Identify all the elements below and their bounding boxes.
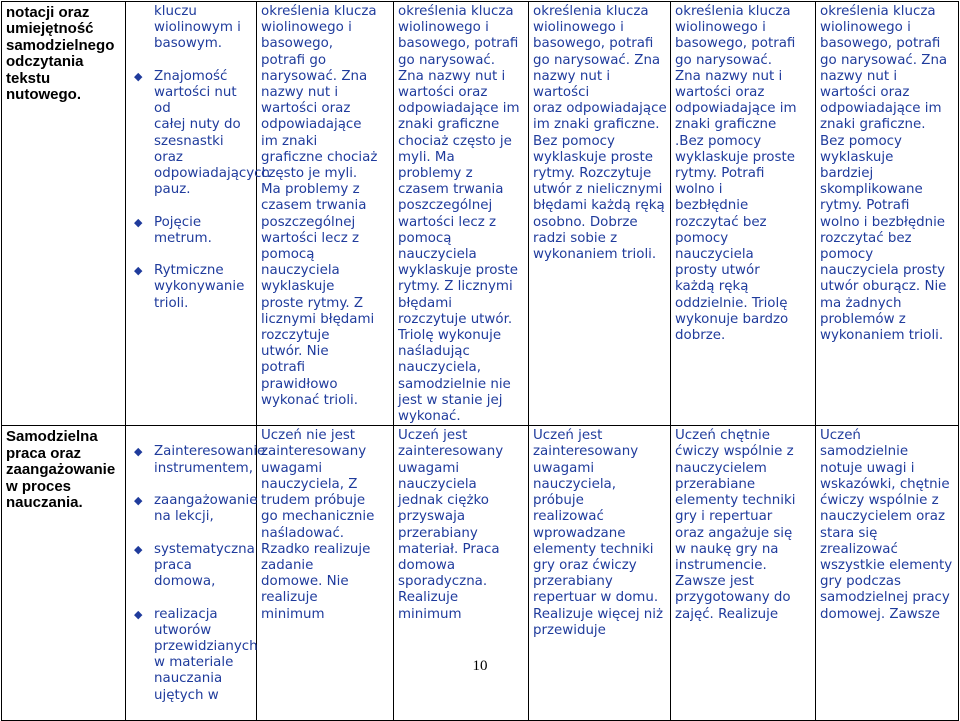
requirements-cell — [126, 2, 271, 426]
grade-cell — [257, 426, 394, 721]
row-header: notacji oraz umiejętność samodzielnego odczytania tekstu nutowego. — [6, 4, 115, 104]
list-item: ◆ Zainteresowanie instrumentem, — [134, 444, 266, 476]
table-row — [2, 426, 959, 721]
list-item: ◆ Rytmiczne wykonywanie trioli. — [134, 263, 245, 311]
row-header: Samodzielna praca oraz zaangażowanie w proces nauczania. — [6, 428, 116, 511]
grade-cell — [394, 426, 529, 721]
grade-text: określenia klucza wiolinowego i basowego, potrafi go narysować. Zna nazwy nut i wartości oraz odpowiadające im znaki graficzne .Bez pomocy wyklaskuje proste rytmy. Potrafi wolno i bezbłędnie rozczytać bez pomocy nauczyciela prosty utwór każdą ręką oddzielnie. Triolę wykonuje bardzo dobrze. — [675, 4, 797, 344]
grade-text: określenia klucza wiolinowego i basowego, potrafi go narysować. Zna nazwy nut i wartości oraz odpowiadające im znaki graficzne chociaż często je myli. Ma problemy z czasem trwania poszczególnej wartości lecz z pomocą nauczyciela wyklaskuje proste rytmy. Z licznymi błędami rozczytuje utwór. Triolę wykonuje naśladując nauczyciela, samodzielnie nie jest w stanie jej wykonać. — [398, 4, 520, 425]
grade-text: określenia klucza wiolinowego i basowego, potrafi go narysować. Zna nazwy nut i wartości oraz odpowiadające im znaki graficzne. Bez pomocy wyklaskuje bardziej skomplikowane rytmy. Potrafi wolno i bezbłędnie rozczytać bez pomocy nauczyciela prosty utwór oburącz. Nie ma żadnych problemów z wykonaniem trioli. — [820, 4, 948, 344]
page-number: 10 — [472, 658, 488, 674]
grade-text: Uczeń samodzielnie notuje uwagi i wskazówki, chętnie ćwiczy wspólnie z nauczycielem oraz stara się zrealizować wszystkie elementy gry podczas samodzielnej pracy domowej. Zawsze — [820, 428, 953, 622]
row-header-cell — [2, 2, 126, 426]
list-item: ◆ zaangażowanie na lekcji, — [134, 493, 258, 525]
diamond-bullet-icon: ◆ — [134, 607, 143, 621]
row-header-cell — [2, 426, 126, 721]
grade-text: Uczeń jest zainteresowany uwagami nauczyciela, próbuje realizować wprowadzane elementy techniki gry oraz ćwiczy przerabiany repertuar w domu. Realizuje więcej niż przewiduje — [533, 428, 664, 638]
grade-cell — [394, 2, 529, 426]
grade-cell — [529, 426, 671, 721]
grade-cell — [671, 426, 816, 721]
list-item: ◆ Pojęcie metrum. — [134, 214, 212, 246]
requirements-intro: kluczu wiolinowym i basowym. — [154, 4, 241, 52]
diamond-bullet-icon: ◆ — [134, 542, 143, 556]
diamond-bullet-icon: ◆ — [134, 445, 143, 459]
grade-cell — [816, 426, 959, 721]
grade-text: Uczeń nie jest zainteresowany uwagami nauczyciela, Z trudem próbuje go mechanicznie naśladować. Rzadko realizuje zadanie domowe. Nie realizuje minimum — [261, 428, 375, 622]
grade-cell — [257, 2, 394, 426]
requirements-cell — [126, 426, 266, 721]
grade-cell — [671, 2, 816, 426]
grade-text: Uczeń jest zainteresowany uwagami nauczyciela jednak ciężko przyswaja przerabiany materiał. Praca domowa sporadyczna. Realizuje minimum — [398, 428, 504, 622]
requirements-list — [130, 53, 271, 328]
diamond-bullet-icon: ◆ — [134, 494, 143, 508]
grade-text: określenia klucza wiolinowego i basowego, potrafi go narysować. Zna nazwy nut i wartości oraz odpowiadające im znaki graficzne. Bez pomocy wyklaskuje proste rytmy. Rozczytuje utwór z nielicznymi błędami każdą ręką osobno. Dobrze radzi sobie z wykonaniem trioli. — [533, 4, 667, 263]
table-row — [2, 2, 959, 426]
list-item: ◆ realizacja utworów przewidzianych w materiale nauczania ujętych w — [134, 606, 258, 703]
diamond-bullet-icon: ◆ — [134, 215, 143, 229]
list-item: ◆ Znajomość wartości nut od całej nuty do szesnastki oraz odpowiadających pauz. — [134, 68, 271, 198]
requirements-list — [130, 428, 266, 720]
criteria-table — [1, 1, 959, 721]
grade-text: Uczeń chętnie ćwiczy wspólnie z nauczycielem przerabiane elementy techniki gry i repertuar oraz angażuje się w naukę gry na instrumencie. Zawsze jest przygotowany do zajęć. Realizuje — [675, 428, 796, 622]
grade-text: określenia klucza wiolinowego i basowego, potrafi go narysować. Zna nazwy nut i wartości oraz odpowiadające im znaki graficzne chociaż często je myli. Ma problemy z czasem trwania poszczególnej wartości lecz z pomocą nauczyciela wyklaskuje proste rytmy. Z licznymi błędami rozczytuje utwór. Nie potrafi prawidłowo wykonać trioli. — [261, 4, 378, 408]
grade-cell — [529, 2, 671, 426]
diamond-bullet-icon: ◆ — [134, 69, 143, 83]
diamond-bullet-icon: ◆ — [134, 264, 143, 278]
list-item: ◆ systematyczna praca domowa, — [134, 541, 255, 590]
grade-cell — [816, 2, 959, 426]
